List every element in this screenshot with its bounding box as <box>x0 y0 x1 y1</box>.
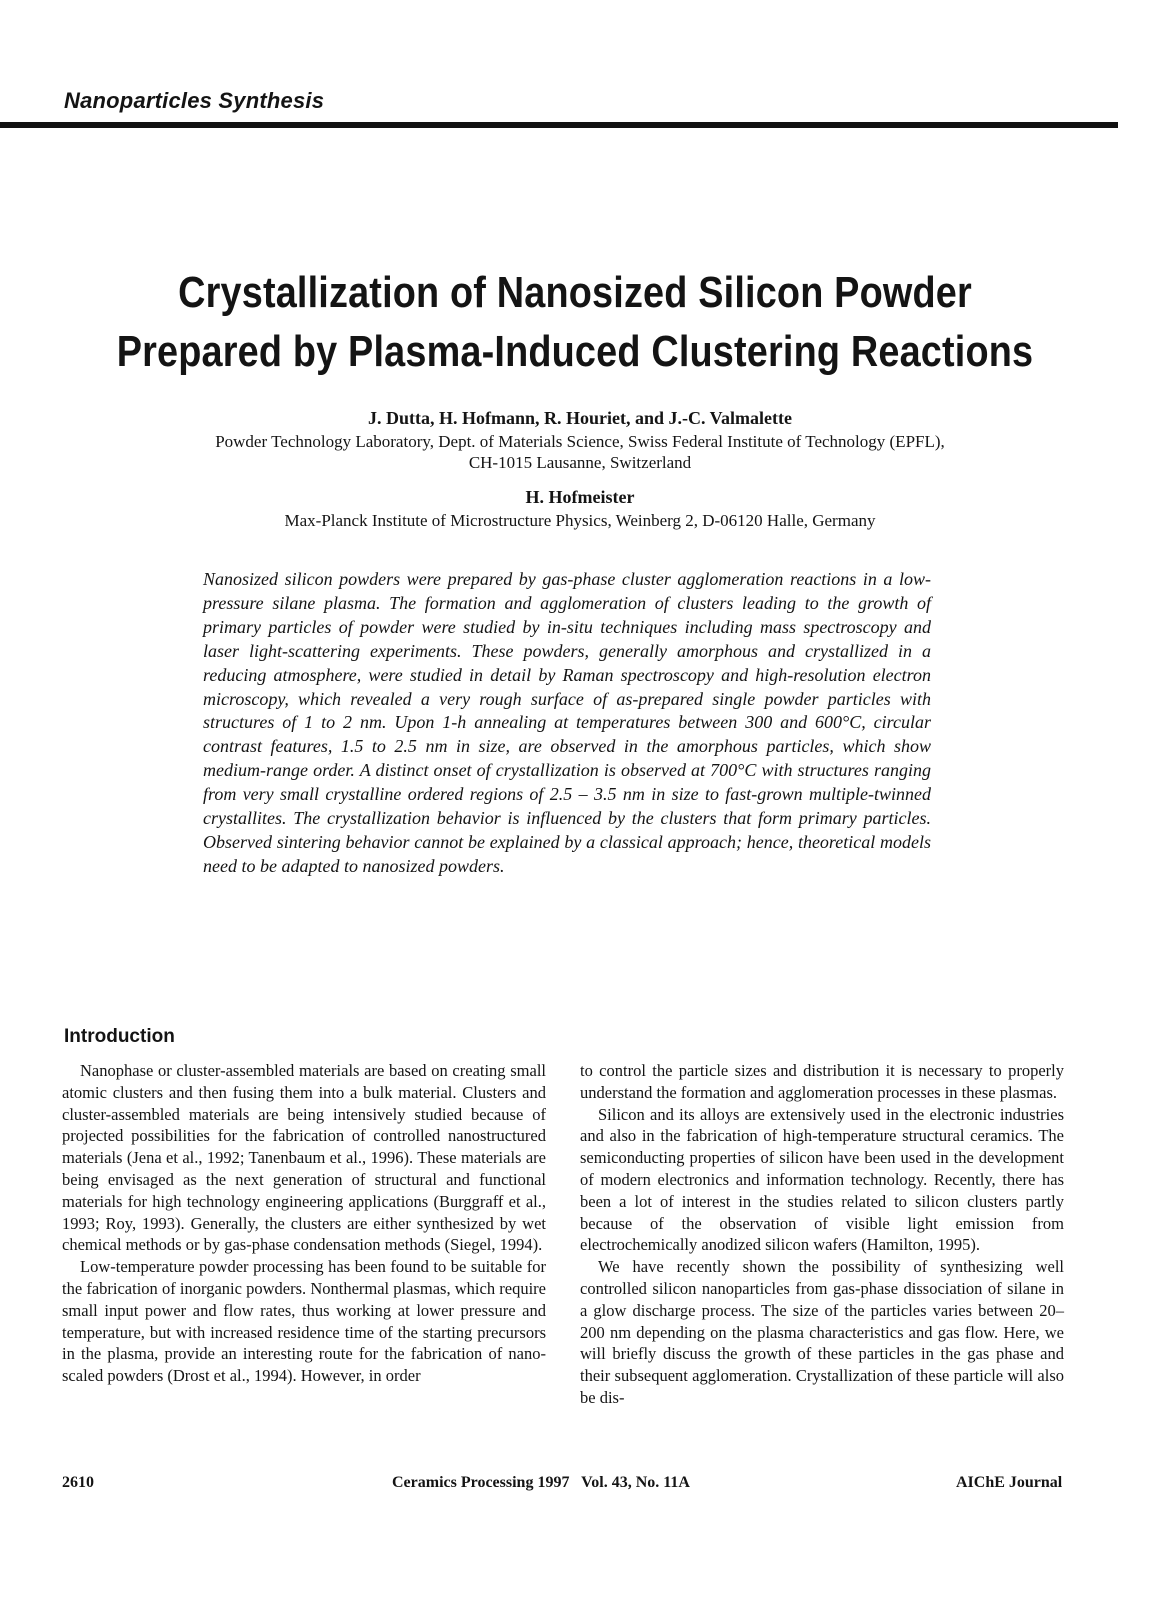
affiliation-epfl-line-2: CH-1015 Lausanne, Switzerland <box>468 453 692 472</box>
paper-title-line-1: Crystallization of Nanosized Silicon Powder <box>178 268 972 317</box>
body-paragraph: to control the particle sizes and distribution it is necessary to properly understand the formation and agglomeration processes in these plasmas. <box>580 1061 1064 1102</box>
section-label: Nanoparticles Synthesis <box>64 88 325 113</box>
body-paragraph: Low-temperature powder processing has been found to be suitable for the fabrication of inorganic powders. Nonthermal plasmas, which require small input power and flow rates, thus working at lower pressure and temperature, but with increased residence time of the starting precursors in the plasma, provide an interesting route for the fabrication of nano-scaled powders (Drost et al., 1994). However, in order <box>62 1257 546 1386</box>
body-paragraph: Silicon and its alloys are extensively used in the electronic industries and also in the fabrication of high-temperature structural ceramics. The semiconducting properties of silicon have been used in the development of modern electronics and information technology. Recently, there has been a lot of interest in the studies related to silicon clusters partly because of the observation of visible light emission from electrochemically anodized silicon wafers (Hamilton, 1995). <box>580 1104 1064 1255</box>
author-list-secondary: H. Hofmeister <box>525 487 635 507</box>
affiliation-max-planck: Max-Planck Institute of Microstructure Physics, Weinberg 2, D-06120 Halle, Germany <box>284 511 876 530</box>
introduction-heading: Introduction <box>64 1026 175 1047</box>
body-paragraph: We have recently shown the possibility of synthesizing well controlled silicon nanoparticles from gas-phase dissociation of silane in a glow discharge process. The size of the particles varies between 20–200 nm depending on the plasma characteristics and gas flow. Here, we will briefly discuss the growth of these particles in the gas phase and their subsequent agglomeration. Crystallization of these particle will also be dis- <box>580 1257 1064 1407</box>
author-list-primary: J. Dutta, H. Hofmann, R. Houriet, and J.-C. Valmalette <box>368 408 792 428</box>
header-rule <box>0 122 1118 128</box>
right-column <box>580 1060 1064 1409</box>
paper-title-line-2: Prepared by Plasma-Induced Clustering Reactions <box>116 327 1034 376</box>
body-paragraph: Nanophase or cluster-assembled materials are based on creating small atomic clusters and then fusing them into a bulk material. Clusters and cluster-assembled materials are being intensively studied because of projected possibilities for the fabrication of controlled nanostructured materials (Jena et al., 1992; Tanenbaum et al., 1996). These materials are being envisaged as the next generation of structural and functional materials for high technology engineering applications (Burggraff et al., 1993; Roy, 1993). Generally, the clusters are either synthesized by wet chemical methods or by gas-phase condensation methods (Siegel, 1994). <box>62 1061 546 1255</box>
abstract: Nanosized silicon powders were prepared by gas-phase cluster agglomeration reactions in a low-pressure silane plasma. The formation and agglomeration of clusters leading to the growth of primary particles of powder were studied by in-situ techniques including mass spectroscopy and laser light-scattering experiments. These powders, generally amorphous and crystallized in a reducing atmosphere, were studied in detail by Raman spectroscopy and high-resolution electron microscopy, which revealed a very rough surface of as-prepared single powder particles with structures of 1 to 2 nm. Upon 1-h annealing at temperatures between 300 and 600°C, circular contrast features, 1.5 to 2.5 nm in size, are observed in the amorphous particles, which show medium-range order. A distinct onset of crystallization is observed at 700°C with structures ranging from very small crystalline ordered regions of 2.5 – 3.5 nm in size to fast-grown multiple-twinned crystallites. The crystallization behavior is influenced by the clusters that form primary particles. Observed sintering behavior cannot be explained by a classical approach; hence, theoretical models need to be adapted to nanosized powders. <box>203 569 931 876</box>
left-column <box>62 1060 546 1387</box>
journal-issue-info: Ceramics Processing 1997 Vol. 43, No. 11A <box>392 1474 690 1491</box>
page-number: 2610 <box>62 1474 94 1491</box>
affiliation-epfl-line-1: Powder Technology Laboratory, Dept. of Materials Science, Swiss Federal Institute of Technology (EPFL), <box>215 432 945 451</box>
journal-name: AIChE Journal <box>956 1474 1063 1491</box>
